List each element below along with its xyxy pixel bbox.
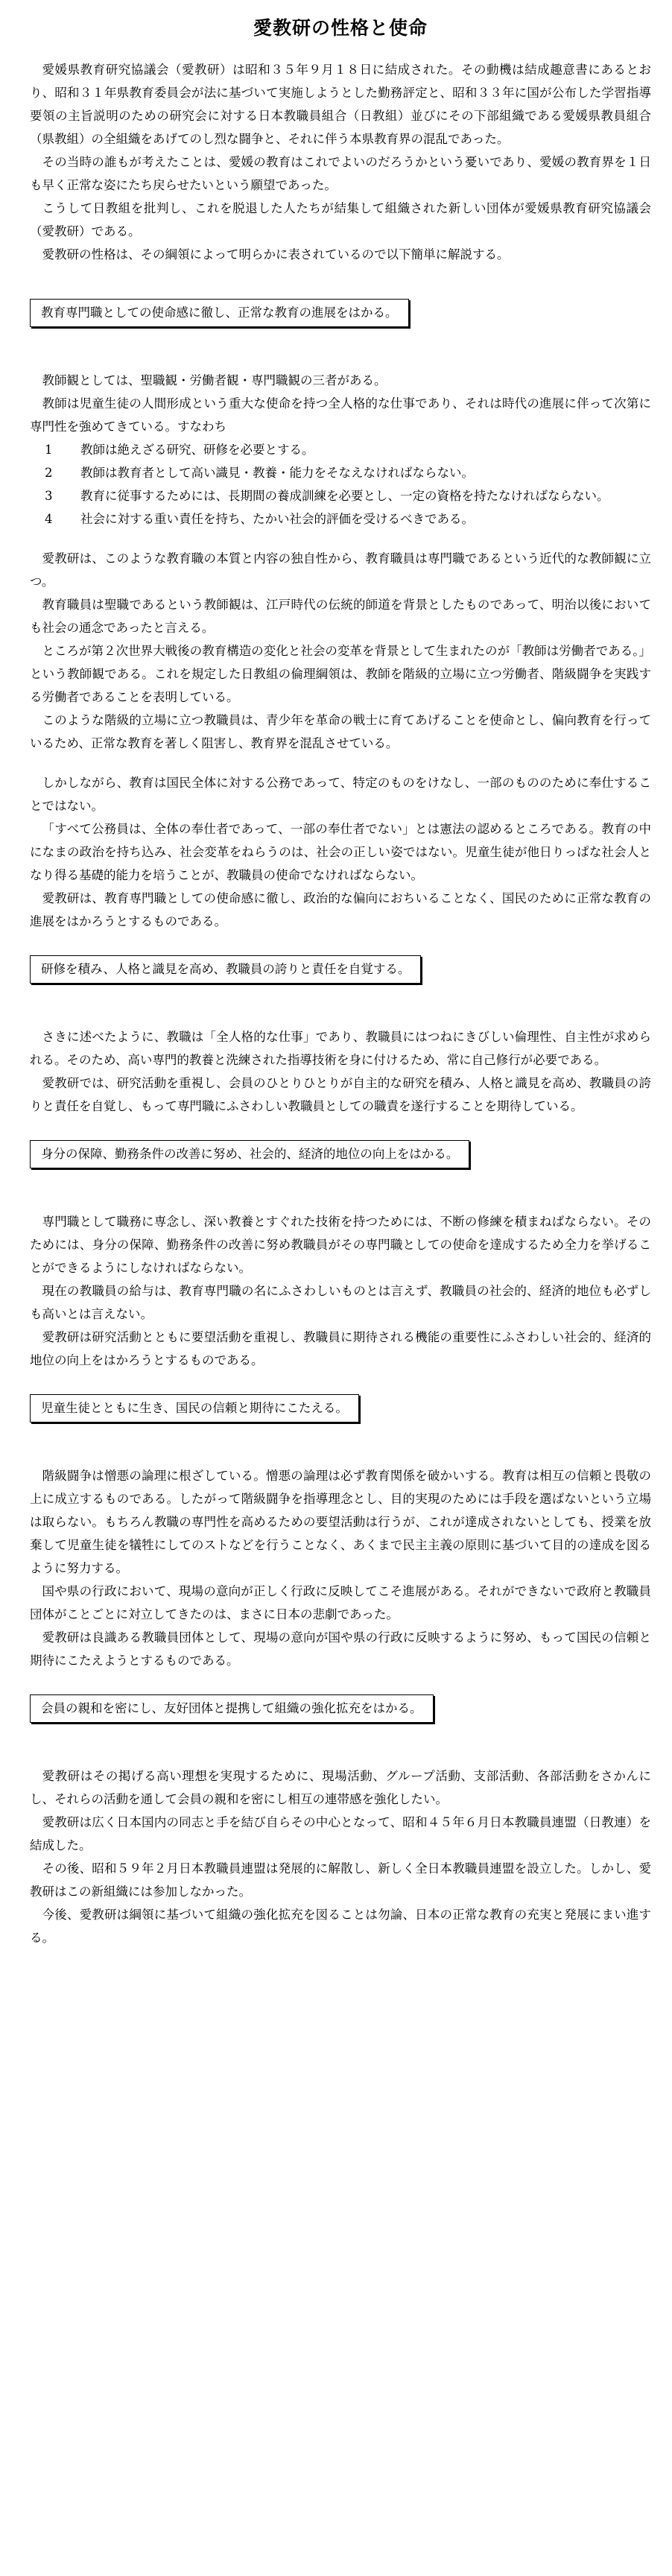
- list-item: [30, 461, 651, 484]
- page-title: 愛教研の性格と使命: [253, 17, 428, 39]
- section-5-body: [30, 1765, 651, 1949]
- section-heading-3: 身分の保障、勤務条件の改善に努め、社会的、経済的地位の向上をはかる。: [30, 1140, 469, 1168]
- list-number: 2: [45, 466, 53, 480]
- list-text: 社会に対する重い責任を持ち、たかい社会的評価を受けるべきである。: [80, 512, 474, 526]
- section-2-body: [30, 1025, 651, 1118]
- list-text: 教師は教育者として高い識見・教養・能力をそなえなければならない。: [80, 466, 474, 480]
- paragraph: ところが第２次世界大戦後の教育構造の変化と社会の変革を背景として生まれたのが「教師は労働者である。」という教師観である。これを規定した日教組の倫理綱領は、教師を階級的立場に立つ労働者、階級闘争を実践する労働者であることを表明している。: [30, 644, 652, 704]
- intro-paragraph: 愛媛県教育研究協議会（愛教研）は昭和３５年９月１８日に結成された。その動機は結成趣意書にあるとおり、昭和３１年県教育委員会が法に基づいて実施しようとした勤務評定と、昭和３３年に国が公布した学習指導要領の主旨説明のための研究会に対する日本教職員組合（日教組）並びにその下部組織である愛媛県教員組合（県教組）の全組織をあげてのし烈な闘争と、それに伴う本県教育界の混乱であった。: [30, 63, 651, 146]
- list-number: 1: [45, 443, 53, 457]
- paragraph: 愛教研は、教育専門職としての使命感に徹し、政治的な偏向におちいることなく、国民のために正常な教育の進展をはかろうとするものである。: [30, 891, 651, 928]
- paragraph: 愛教研はその掲げる高い理想を実現するために、現場活動、グループ活動、支部活動、各部活動をさかんにし、それらの活動を通して会員の親和を密にし相互の連帯感を強化したい。: [30, 1769, 651, 1806]
- paragraph: 今後、愛教研は綱領に基づいて組織の強化拡充を図ることは勿論、日本の正常な教育の充実と発展にまい進する。: [30, 1908, 651, 1945]
- section-heading-5: 会員の親和を密にし、友好団体と提携して組織の強化拡充をはかる。: [30, 1694, 434, 1723]
- paragraph: 愛教研は良識ある教職員団体として、現場の意向が国や県の行政に反映するように努め、もって国民の信頼と期待にこたえようとするものである。: [30, 1630, 651, 1668]
- paragraph: しかしながら、教育は国民全体に対する公務であって、特定のものをけなし、一部のもののために奉仕することではない。: [30, 776, 651, 813]
- paragraph: 愛教研は広く日本国内の同志と手を結び自らその中心となって、昭和４５年６月日本教職員連盟（日教連）を結成した。: [30, 1815, 651, 1852]
- list-number: 4: [45, 512, 53, 526]
- list-item: [30, 484, 651, 507]
- paragraph: その後、昭和５９年２月日本教職員連盟は発展的に解散し、新しく全日本教職員連盟を設立した。しかし、愛教研はこの新組織には参加しなかった。: [30, 1861, 651, 1899]
- paragraph: 国や県の行政において、現場の意向が正しく行政に反映してこそ進展がある。それができないで政府と教職員団体がことごとに対立してきたのは、まさに日本の悲劇であった。: [30, 1584, 651, 1621]
- list-number: 3: [45, 489, 53, 503]
- list-text: 教師は絶えざる研究、研修を必要とする。: [80, 443, 314, 457]
- paragraph: このような階級的立場に立つ教職員は、青少年を革命の戦士に育てあげることを使命とし、偏向教育を行っているため、正常な教育を著しく阻害し、教育界を混乱させている。: [30, 713, 651, 750]
- paragraph: さきに述べたように、教職は「全人格的な仕事」であり、教職員にはつねにきびしい倫理性、自主性が求められる。そのため、高い専門的教養と洗練された指導技術を身に付けるため、常に自己修行が必要である。: [30, 1030, 651, 1067]
- paragraph: 階級闘争は憎悪の論理に根ざしている。憎悪の論理は必ず教育関係を破かいする。教育は相互の信頼と畏敬の上に成立するものである。したがって階級闘争を指導理念とし、目的実現のためには手段を選ばないという立場は取らない。もちろん教職の専門性を高めるための要望活動は行うが、これが達成されないとしても、授業を放棄して児童生徒を犠牲にしてのストなどを行うことなく、あくまで民主主義の原則に基づいて目的の達成を図るように努力する。: [30, 1469, 651, 1575]
- intro-block: [30, 58, 651, 266]
- section-4-body: [30, 1464, 651, 1672]
- paragraph: 専門職として職務に専念し、深い教養とすぐれた技術を持つためには、不断の修練を積まねばならない。そのためには、身分の保障、勤務条件の改善に努め教職員がその専門職としての使命を達成するため全力を挙げることができるようにしなければならない。: [30, 1215, 652, 1275]
- paragraph: 教育職員は聖職であるという教師観は、江戸時代の伝統的師道を背景としたものであって、明治以後においても社会の通念であったと言える。: [30, 598, 651, 635]
- section-3-body: [30, 1210, 651, 1372]
- intro-paragraph: こうして日教組を批判し、これを脱退した人たちが結集して組織された新しい団体が愛媛県教育研究協議会（愛教研）である。: [30, 201, 651, 238]
- list-text: 教育に従事するためには、長期間の養成訓練を必要とし、一定の資格を持たなければならない。: [80, 489, 609, 503]
- intro-paragraph: その当時の誰もが考えたことは、愛媛の教育はこれでよいのだろうかという憂いであり、愛媛の教育界を１日も早く正常な姿にたち戻らせたいという願望であった。: [30, 155, 651, 192]
- paragraph: 現在の教職員の給与は、教育専門職の名にふさわしいものとは言えず、教職員の社会的、経済的地位も必ずしも高いとは言えない。: [30, 1284, 651, 1321]
- intro-paragraph: 愛教研の性格は、その綱領によって明らかに表されているので以下簡単に解説する。: [42, 247, 510, 262]
- paragraph: 愛教研は、このような教育職の本質と内容の独自性から、教育職員は専門職であるという近代的な教師観に立つ。: [30, 551, 651, 589]
- section-heading-2: 研修を積み、人格と識見を高め、教職員の誇りと責任を自覚する。: [30, 955, 421, 984]
- paragraph: 愛教研は研究活動とともに要望活動を重視し、教職員に期待される機能の重要性にふさわしい社会的、経済的地位の向上をはかろうとするものである。: [30, 1330, 651, 1367]
- paragraph: 教師観としては、聖職観・労働者観・専門職観の三者がある。: [42, 373, 387, 387]
- section-heading-4: 児童生徒とともに生き、国民の信頼と期待にこたえる。: [30, 1394, 359, 1423]
- paragraph: 「すべて公務員は、全体の奉仕者であって、一部の奉仕者でない」とは憲法の認めるところである。教育の中になまの政治を持ち込み、社会変革をねらうのは、社会の正しい姿ではない。児童生徒が他日りっぱな社会人となり得る基礎的能力を培うことが、教職員の使命でなければならない。: [30, 822, 651, 882]
- section-heading-1: 教育専門職としての使命感に徹し、正常な教育の進展をはかる。: [30, 299, 409, 327]
- paragraph: 教師は児童生徒の人間形成という重大な使命を持つ全人格的な仕事であり、それは時代の進展に伴って次第に専門性を強めてきている。すなわち: [30, 396, 651, 434]
- list-item: [30, 438, 651, 461]
- list-item: [30, 507, 651, 531]
- requirements-list: [30, 438, 651, 531]
- paragraph: 愛教研では、研究活動を重視し、会員のひとりひとりが自主的な研究を積み、人格と識見を高め、教職員の誇りと責任を自覚し、もって専門職にふさわしい教職員としての職責を遂行することを期待している。: [30, 1076, 651, 1113]
- section-1-body: [30, 369, 651, 933]
